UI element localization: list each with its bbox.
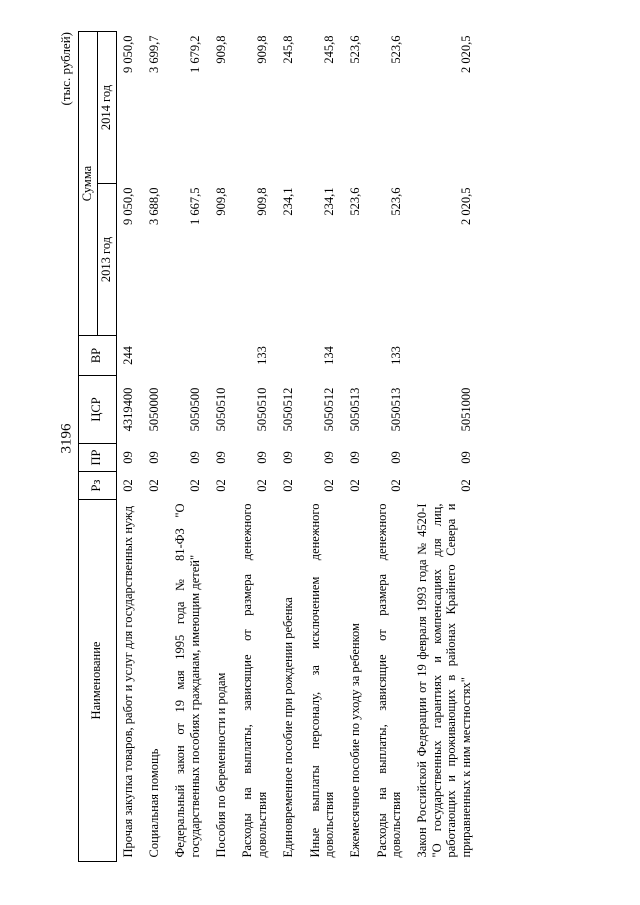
row-2014-cell: 2 020,5: [458, 35, 473, 73]
row-2013-cell: 9 050,0: [120, 187, 135, 225]
row-name-cell: Единовременное пособие при рождении ребенка: [281, 597, 296, 858]
table-row: [116, 32, 143, 862]
row-name-cell: Расходы на выплаты, зависящие от размера денежного довольствия: [240, 503, 269, 858]
col-pr-header: ПР: [79, 444, 117, 472]
row-2014-cell: 245,8: [321, 35, 336, 64]
table-row: [304, 32, 345, 862]
row-pr-cell: 09: [146, 451, 161, 464]
row-rz-cell: 02: [146, 479, 161, 492]
row-vr-cell: 244: [120, 346, 135, 365]
page-number: 3196: [58, 423, 75, 454]
budget-table: [78, 31, 481, 862]
row-csr-cell: 5050513: [389, 387, 403, 432]
row-pr-cell: 09: [187, 451, 202, 464]
row-name-cell: Иные выплаты персоналу, за исключением денежного довольствия: [307, 503, 336, 858]
header-row: [79, 32, 98, 862]
row-vr-cell: [411, 336, 481, 376]
row-2013-cell: 1 667,5: [187, 187, 202, 225]
col-2014-header: 2014 год: [97, 32, 116, 184]
row-name-cell: Ежемесячное пособие по уходу за ребенком: [348, 623, 363, 858]
row-2014-cell: 523,6: [389, 35, 403, 64]
row-2014-cell: 1 679,2: [187, 35, 202, 73]
row-2013-cell: 909,8: [214, 187, 228, 216]
row-pr-cell: 09: [214, 451, 228, 464]
row-pr-cell: 09: [321, 451, 336, 464]
row-2013-cell: 3 688,0: [146, 187, 161, 225]
row-2013-cell: 2 020,5: [458, 187, 473, 225]
row-vr-cell: 133: [389, 346, 403, 365]
row-name-cell: Расходы на выплаты, зависящие от размера денежного довольствия: [374, 503, 403, 858]
row-2014-cell: 9 050,0: [120, 35, 135, 73]
col-name-header: Наименование: [79, 500, 117, 862]
row-rz-cell: 02: [120, 479, 135, 492]
row-csr-cell: 5050513: [348, 387, 363, 432]
table-body: [116, 32, 481, 862]
col-sum-header: Сумма: [79, 32, 98, 336]
row-csr-cell: 5050510: [254, 387, 269, 432]
table-row: [277, 32, 303, 862]
row-csr-cell: 5050000: [146, 387, 161, 432]
col-csr-header: ЦСР: [79, 376, 117, 444]
row-2013-cell: 909,8: [254, 187, 269, 216]
row-name-cell: Пособия по беременности и родам: [214, 672, 228, 858]
row-pr-cell: 09: [254, 451, 269, 464]
row-csr-cell: 5050510: [214, 387, 228, 432]
row-pr-cell: 09: [348, 451, 363, 464]
table-row: [236, 32, 277, 862]
row-rz-cell: 02: [389, 479, 403, 492]
col-2013-header: 2013 год: [97, 184, 116, 336]
row-csr-cell: 5050512: [321, 387, 336, 432]
row-name-cell: Закон Российской Федерации от 19 февраля 1993 года № 4520-I "О государственных гарантиях и компенсациях для лиц, работающих и проживающих в районах Крайнего Севера и приравненных к ним местностях": [415, 503, 473, 858]
row-2014-cell: 909,8: [214, 35, 228, 64]
row-rz-cell: 02: [348, 479, 363, 492]
row-pr-cell: 09: [458, 451, 473, 464]
table-row: [143, 32, 169, 862]
row-pr-cell: 09: [389, 451, 403, 464]
row-name-cell: Федеральный закон от 19 мая 1995 года № 81-ФЗ "О государственных пособиях гражданам, имеющим детей": [173, 503, 202, 858]
row-rz-cell: 02: [281, 479, 296, 492]
row-vr-cell: [143, 336, 169, 376]
row-vr-cell: [344, 336, 370, 376]
row-vr-cell: [277, 336, 303, 376]
row-vr-cell: 134: [321, 346, 336, 365]
row-csr-cell: 5051000: [458, 387, 473, 432]
row-2013-cell: 523,6: [389, 187, 403, 216]
rotated-page: [58, 32, 582, 862]
row-vr-cell: 133: [254, 346, 269, 365]
row-2013-cell: 234,1: [281, 187, 296, 216]
row-rz-cell: 02: [214, 479, 228, 492]
col-vr-header: ВР: [79, 336, 117, 376]
table-row: [411, 32, 481, 862]
col-rz-header: Рз: [79, 472, 117, 500]
units-label: (тыс. рублей): [58, 32, 73, 106]
row-name-cell: Прочая закупка товаров, работ и услуг для государственных нужд: [120, 505, 135, 858]
table-row: [210, 32, 236, 862]
table-row: [169, 32, 210, 862]
row-2013-cell: 523,6: [348, 187, 363, 216]
row-rz-cell: 02: [254, 479, 269, 492]
row-rz-cell: 02: [321, 479, 336, 492]
row-vr-cell: [210, 336, 236, 376]
row-rz-cell: 02: [458, 479, 473, 492]
row-name-cell: Социальная помощь: [146, 748, 161, 858]
row-csr-cell: 5050512: [281, 387, 296, 432]
row-pr-cell: 09: [120, 451, 135, 464]
row-rz-cell: 02: [187, 479, 202, 492]
row-vr-cell: [169, 336, 210, 376]
row-2013-cell: 234,1: [321, 187, 336, 216]
row-csr-cell: 4319400: [120, 387, 135, 432]
row-csr-cell: 5050500: [187, 387, 202, 432]
row-2014-cell: 909,8: [254, 35, 269, 64]
row-2014-cell: 245,8: [281, 35, 296, 64]
row-2014-cell: 523,6: [348, 35, 363, 64]
row-pr-cell: 09: [281, 451, 296, 464]
table-row: [371, 32, 412, 862]
row-2014-cell: 3 699,7: [146, 35, 161, 73]
table-row: [344, 32, 370, 862]
